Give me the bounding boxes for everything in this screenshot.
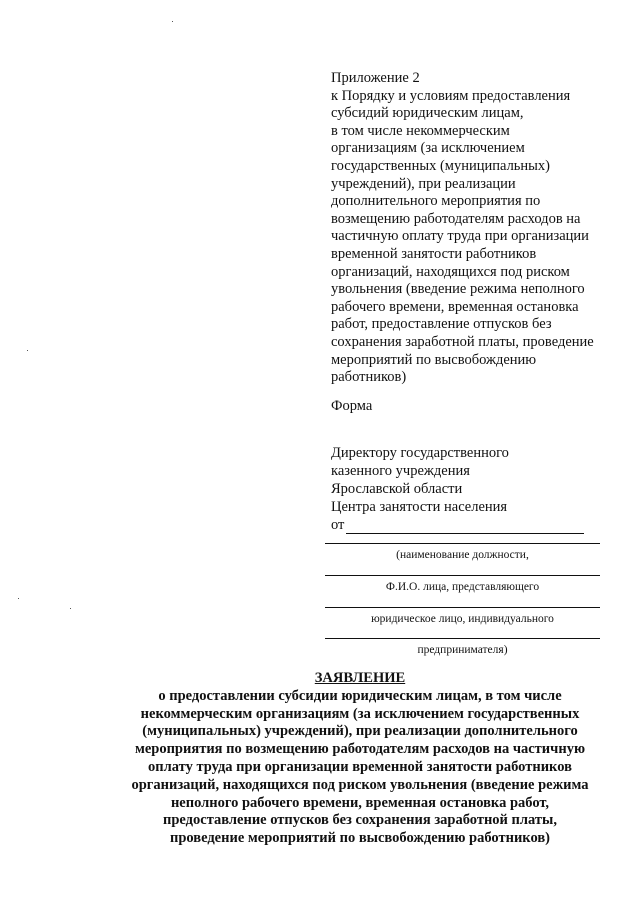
from-row (331, 516, 611, 534)
from-fill-line[interactable] (346, 519, 584, 534)
appendix-line: рабочего времени, временная остановка (331, 298, 579, 315)
fill-line[interactable] (325, 575, 600, 576)
title-line: (муниципальных) учреждений), при реализации дополнительного (142, 723, 578, 740)
appendix-line: работ, предоставление отпусков без (331, 316, 552, 333)
title-line: предоставление отпусков без сохранения заработной платы, (163, 812, 557, 829)
title-line: проведение мероприятий по высвобождению работников) (169, 830, 551, 847)
appendix-line: дополнительного мероприятия по (331, 193, 541, 210)
appendix-line: Приложение 2 (331, 70, 420, 86)
title-line: мероприятия по возмещению работодателям расходов на частичную (134, 741, 586, 758)
title-line: неполного рабочего времени, временная остановка работ, (170, 794, 550, 811)
appendix-line: к Порядку и условиям предоставления (331, 87, 571, 104)
addressee-line: Директору государственного (331, 445, 509, 461)
title-heading: ЗАЯВЛЕНИЕ (314, 670, 406, 686)
from-label: от (331, 517, 345, 533)
appendix-line: частичную оплату труда при организации (331, 228, 589, 245)
fill-line[interactable] (325, 638, 600, 639)
scan-speck (70, 608, 71, 609)
appendix-line: субсидий юридическим лицам, (331, 105, 524, 122)
appendix-line: возмещению работодателям расходов на (331, 210, 581, 227)
fill-caption: юридическое лицо, индивидуального (371, 613, 554, 625)
application-title (130, 670, 590, 848)
fill-field-entrepreneur (325, 638, 600, 657)
appendix-line: сохранения заработной платы, проведение (331, 333, 594, 350)
title-line: организаций, находящихся под риском увольнения (введение режима (131, 776, 589, 793)
addressee-line: Центра занятости населения (331, 499, 508, 515)
fill-field-name (325, 575, 600, 594)
fill-caption: Ф.И.О. лица, представляющего (385, 581, 540, 593)
addressee-line: казенного учреждения (331, 463, 470, 479)
appendix-line: в том числе некоммерческим (331, 122, 510, 139)
fill-caption: (наименование должности, (396, 549, 529, 561)
appendix-line: временной занятости работников (331, 245, 537, 262)
title-line: некоммерческим организациям (за исключением государственных (140, 705, 580, 722)
fill-line[interactable] (325, 543, 600, 544)
fill-field-entity (325, 607, 600, 626)
scan-speck (27, 350, 28, 351)
appendix-line: организациям (за исключением (331, 140, 525, 157)
appendix-line: увольнения (введение режима неполного (331, 281, 585, 298)
appendix-line: мероприятий по высвобождению (331, 351, 537, 368)
appendix-line: государственных (муниципальных) (331, 157, 550, 174)
appendix-line: работников) (331, 369, 407, 386)
addressee-block (331, 444, 611, 534)
scan-speck (172, 21, 173, 22)
appendix-note (331, 70, 621, 387)
fill-line[interactable] (325, 607, 600, 608)
appendix-line: учреждений), при реализации (331, 175, 516, 192)
scan-speck (18, 598, 19, 599)
fill-caption: предпринимателя) (417, 644, 508, 656)
addressee-line: Ярославской области (331, 481, 463, 497)
fill-field-position (325, 543, 600, 562)
appendix-line: организаций, находящихся под риском (331, 263, 570, 280)
form-label: Форма (331, 398, 373, 414)
title-line: о предоставлении субсидии юридическим лицам, в том числе (158, 687, 562, 704)
title-line: оплату труда при организации временной занятости работников (148, 758, 572, 775)
